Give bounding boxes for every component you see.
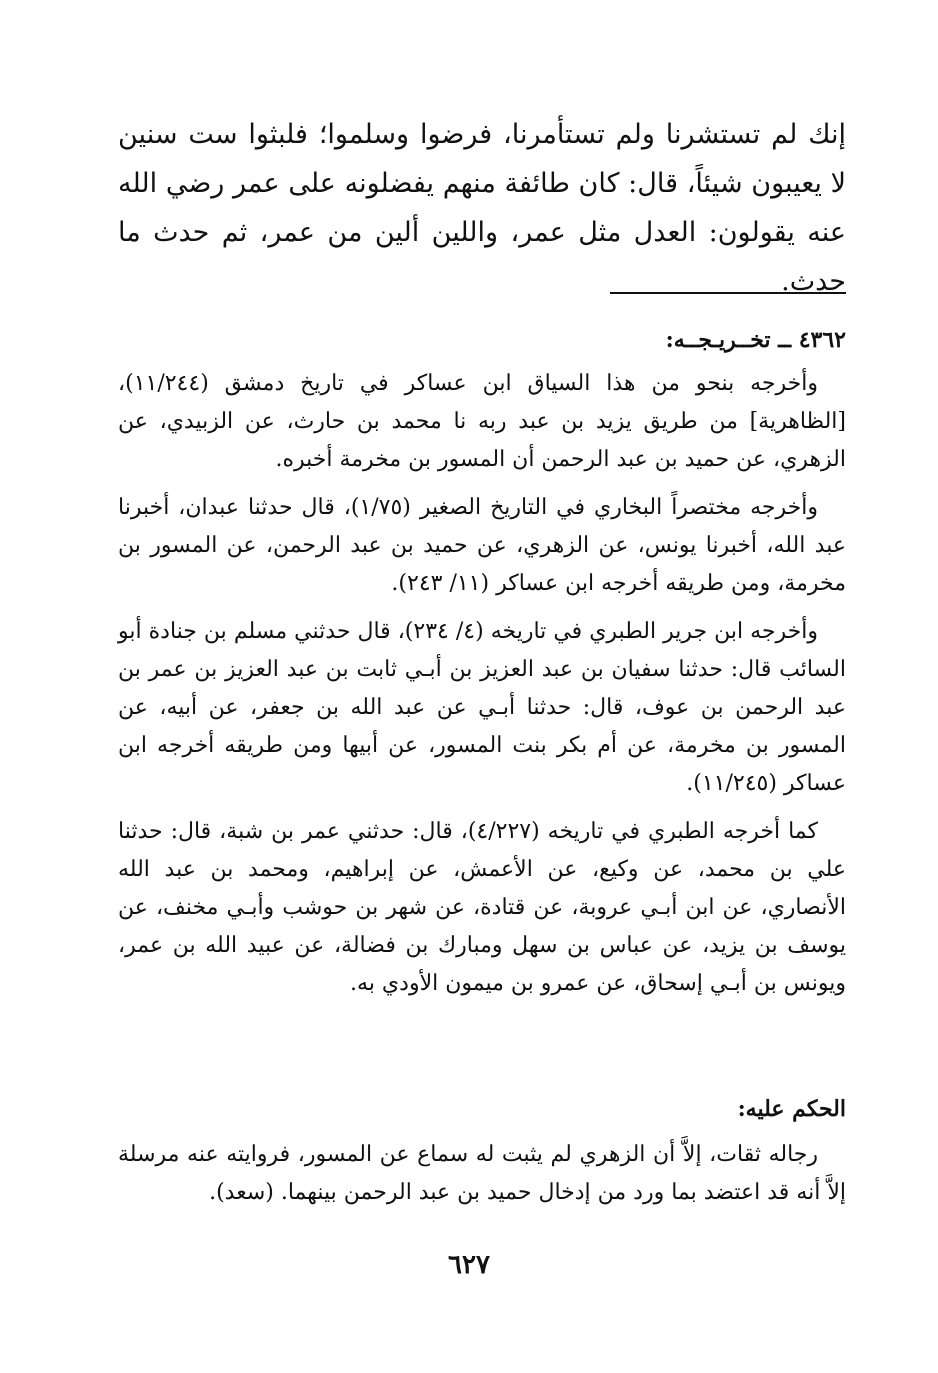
footnote-divider	[610, 292, 846, 294]
takhrij-paragraph: وأخرجه ابن جرير الطبري في تاريخه (٤/ ٢٣٤)، قال حدثني مسلم بن جنادة أبو السائب قال: حدثنا سفيان بن عبد العزيز بن أبـي ثابت بن عبد العزيز بن عمر بن عبد الرحمن بن عوف، قال: حدثنا أبـي عن عبد الله بن جعفر، عن أبيه، عن المسور بن مخرمة، عن أم بكر بنت المسور، عن أبيها ومن طريقه أخرجه ابن عساكر (١١/٢٤٥).	[118, 619, 846, 796]
takhrij-paragraph: وأخرجه مختصراً البخاري في التاريخ الصغير (١/٧٥)، قال حدثنا عبدان، أخبرنا عبد الله، أخبرنا يونس، عن الزهري، عن حميد بن عبد الرحمن، عن المسور بن مخرمة، ومن طريقه أخرجه ابن عساكر (١١/ ٢٤٣).	[118, 495, 846, 596]
main-paragraph: إنك لم تستشرنا ولم تستأمرنا، فرضوا وسلموا؛ فلبثوا ست سنين لا يعيبون شيئاً، قال: كان طائفة منهم يفضلونه على عمر رضي الله عنه يقولون: العدل مثل عمر، واللين ألين من عمر، ثم حدث ما حدث.	[118, 119, 846, 297]
takhrij-section	[118, 365, 846, 1013]
takhrij-paragraph: كما أخرجه الطبري في تاريخه (٤/٢٢٧)، قال: حدثني عمر بن شبة، قال: حدثنا علي بن محمد، عن وكيع، عن الأعمش، عن إبراهيم، ومحمد بن عبد الله الأنصاري، عن ابن أبـي عروبة، عن قتادة، عن شهر بن حوشب وأبـي مخنف، عن يوسف بن يزيد، عن عباس بن سهل ومبارك بن فضالة، عن عبيد الله بن عمر، ويونس بن أبـي إسحاق، عن عمرو بن ميمون الأودي به.	[118, 819, 846, 996]
hukm-section	[118, 1136, 846, 1222]
hukm-heading: الحكم عليه:	[737, 1096, 846, 1122]
takhrij-heading: ٤٣٦٢ ــ تخــريـجــه:	[665, 327, 846, 353]
main-text-block	[118, 110, 846, 306]
page-number: ٦٢٧	[448, 1250, 490, 1280]
hukm-paragraph: رجاله ثقات، إلاَّ أن الزهري لم يثبت له سماع عن المسور، فروايته عنه مرسلة إلاَّ أنه قد اعتضد بما ورد من إدخال حميد بن عبد الرحمن بينهما. (سعد).	[118, 1142, 846, 1205]
takhrij-paragraph: وأخرجه بنحو من هذا السياق ابن عساكر في تاريخ دمشق (١١/٢٤٤)، [الظاهرية] من طريق يزيد بن عبد ربه نا محمد بن حارث، عن الزبيدي، عن الزهري، عن حميد بن عبد الرحمن أن المسور بن مخرمة أخبره.	[118, 371, 846, 472]
